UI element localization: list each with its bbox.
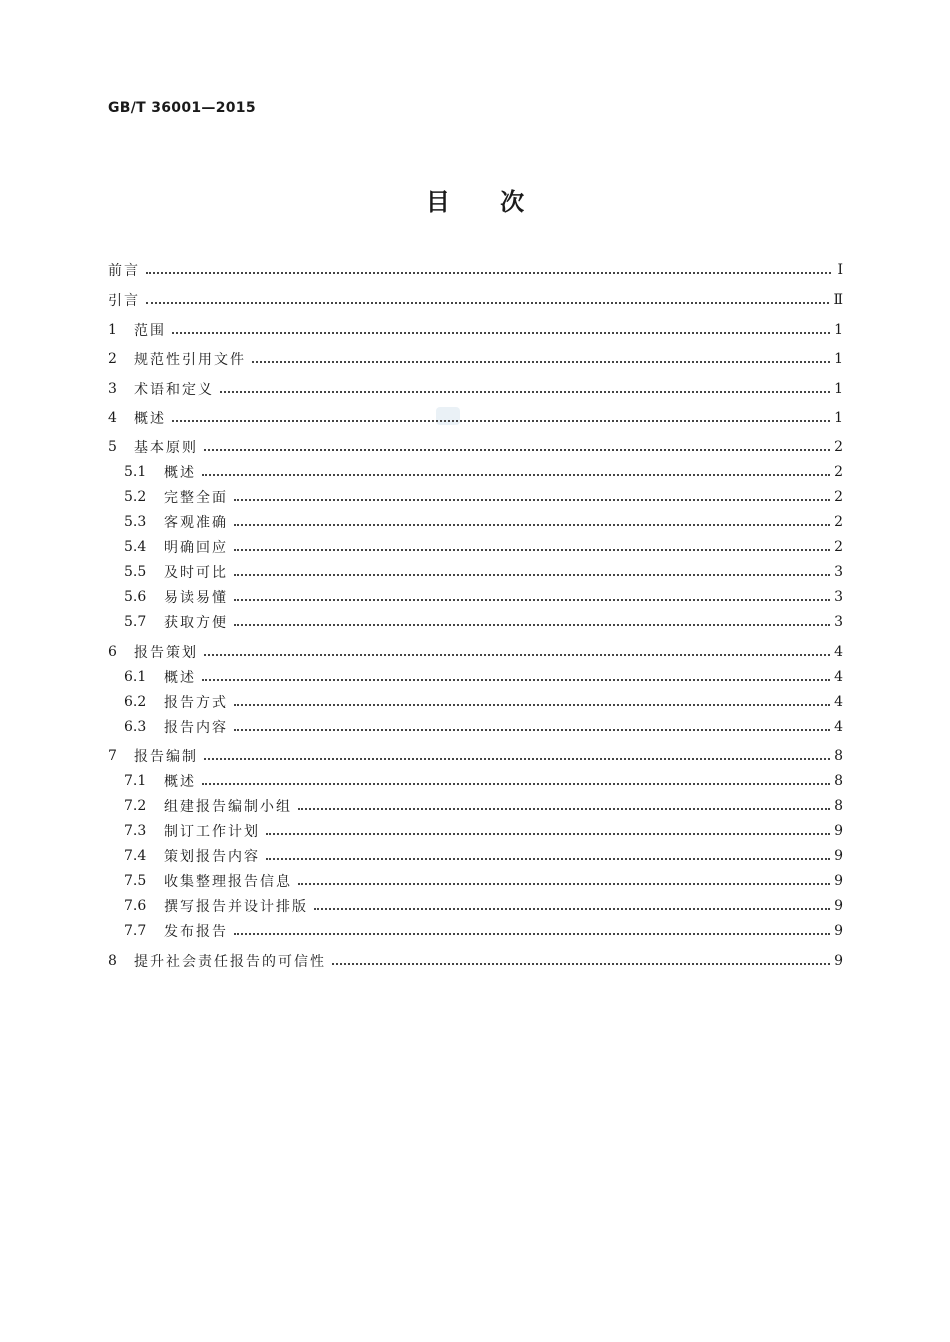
toc-entry[interactable] [124, 769, 843, 793]
toc-entry-number: 5.4 [124, 539, 147, 555]
toc-leader-dots [234, 932, 830, 935]
toc-entry-label: 收集整理报告信息 [164, 874, 292, 890]
toc-entry-label: 策划报告内容 [164, 849, 260, 865]
toc-entry-number: 1 [108, 322, 117, 338]
toc-entry[interactable] [108, 435, 843, 459]
toc-entry-label: 及时可比 [164, 565, 228, 581]
toc-entry-page: 2 [834, 539, 843, 555]
toc-entry-number: 7.6 [124, 898, 147, 914]
toc-entry-label: 报告策划 [134, 645, 198, 661]
toc-entry-number: 6.1 [124, 669, 147, 685]
toc-entry[interactable] [124, 460, 843, 484]
toc-entry[interactable] [124, 510, 843, 534]
toc-leader-dots [252, 360, 830, 363]
toc-entry-label: 规范性引用文件 [134, 352, 246, 368]
toc-entry-label: 报告编制 [134, 749, 198, 765]
toc-entry-page: 4 [834, 694, 843, 710]
toc-leader-dots [298, 807, 830, 810]
toc-entry-page: 9 [834, 848, 843, 864]
toc-leader-dots [298, 882, 830, 885]
toc-entry-number: 8 [108, 953, 117, 969]
toc-entry-label: 提升社会责任报告的可信性 [134, 954, 326, 970]
toc-entry-number: 5.3 [124, 514, 147, 530]
toc-entry-page: 8 [834, 773, 843, 789]
toc-leader-dots [202, 473, 830, 476]
toc-entry[interactable] [108, 258, 843, 282]
toc-entry-number: 6.2 [124, 694, 147, 710]
toc-entry-label: 引言 [108, 293, 140, 309]
toc-entry-label: 发布报告 [164, 924, 228, 940]
toc-entry[interactable] [124, 585, 843, 609]
toc-entry-number: 7.5 [124, 873, 147, 889]
toc-leader-dots [266, 857, 830, 860]
toc-entry-page: Ⅰ [837, 262, 843, 278]
toc-entry-number: 7 [108, 748, 117, 764]
toc-entry-label: 完整全面 [164, 490, 228, 506]
toc-entry-label: 报告方式 [164, 695, 228, 711]
toc-entry-page: 4 [834, 719, 843, 735]
toc-entry[interactable] [124, 919, 843, 943]
toc-entry-number: 3 [108, 381, 117, 397]
toc-entry-label: 制订工作计划 [164, 824, 260, 840]
toc-entry-page: 9 [834, 898, 843, 914]
toc-entry[interactable] [124, 894, 843, 918]
toc-leader-dots [172, 419, 830, 422]
toc-leader-dots [234, 703, 830, 706]
toc-entry-page: 3 [834, 564, 843, 580]
toc-entry[interactable] [108, 347, 843, 371]
toc-entry[interactable] [124, 819, 843, 843]
toc-entry-label: 易读易懂 [164, 590, 228, 606]
toc-entry-label: 客观准确 [164, 515, 228, 531]
toc-entry[interactable] [124, 715, 843, 739]
toc-entry-number: 4 [108, 410, 117, 426]
toc-entry-number: 6 [108, 644, 117, 660]
toc-entry-page: 2 [834, 464, 843, 480]
toc-entry-page: 3 [834, 614, 843, 630]
toc-entry-label: 前言 [108, 263, 140, 279]
toc-leader-dots [314, 907, 830, 910]
page-title: 目 次 [425, 188, 525, 216]
toc-entry-page: 9 [834, 873, 843, 889]
toc-leader-dots [146, 301, 829, 304]
toc-entry-number: 7.2 [124, 798, 147, 814]
toc-leader-dots [202, 782, 830, 785]
toc-leader-dots [204, 448, 830, 451]
toc-entry-page: 9 [834, 823, 843, 839]
toc-entry-number: 2 [108, 351, 117, 367]
toc-entry-label: 概述 [134, 411, 166, 427]
toc-entry-number: 5.5 [124, 564, 147, 580]
toc-entry-page: Ⅱ [833, 292, 843, 308]
toc-entry-page: 1 [834, 410, 843, 426]
toc-entry-number: 7.7 [124, 923, 147, 939]
toc-entry-page: 4 [834, 644, 843, 660]
toc-leader-dots [220, 390, 830, 393]
toc-leader-dots [146, 271, 831, 274]
toc-entry-number: 6.3 [124, 719, 147, 735]
toc-entry-number: 7.4 [124, 848, 147, 864]
toc-entry-label: 获取方便 [164, 615, 228, 631]
toc-entry[interactable] [124, 690, 843, 714]
toc-leader-dots [204, 757, 830, 760]
toc-entry[interactable] [108, 744, 843, 768]
toc-entry[interactable] [124, 665, 843, 689]
toc-entry-label: 术语和定义 [134, 382, 214, 398]
toc-leader-dots [266, 832, 830, 835]
toc-leader-dots [234, 498, 830, 501]
toc-entry-label: 概述 [164, 670, 196, 686]
toc-leader-dots [204, 653, 830, 656]
toc-entry-page: 8 [834, 748, 843, 764]
toc-entry[interactable] [124, 560, 843, 584]
toc-entry-page: 8 [834, 798, 843, 814]
toc-entry[interactable] [108, 377, 843, 401]
toc-entry-label: 基本原则 [134, 440, 198, 456]
toc-entry[interactable] [108, 318, 843, 342]
toc-leader-dots [234, 573, 830, 576]
toc-leader-dots [234, 623, 830, 626]
toc-entry[interactable] [108, 288, 843, 312]
toc-entry[interactable] [108, 406, 843, 430]
toc-entry-page: 1 [834, 322, 843, 338]
toc-entry[interactable] [124, 844, 843, 868]
toc-leader-dots [234, 728, 830, 731]
toc-entry-label: 组建报告编制小组 [164, 799, 292, 815]
toc-entry-number: 5 [108, 439, 117, 455]
toc-entry-label: 报告内容 [164, 720, 228, 736]
toc-leader-dots [202, 678, 830, 681]
toc-entry-page: 2 [834, 514, 843, 530]
toc-leader-dots [332, 962, 830, 965]
toc-entry-number: 5.7 [124, 614, 147, 630]
toc-entry-page: 2 [834, 489, 843, 505]
toc-entry-page: 4 [834, 669, 843, 685]
toc-entry[interactable] [108, 949, 843, 973]
toc-entry-page: 2 [834, 439, 843, 455]
toc-entry-page: 9 [834, 953, 843, 969]
toc-entry-label: 概述 [164, 774, 196, 790]
toc-entry-label: 明确回应 [164, 540, 228, 556]
toc-entry-label: 撰写报告并设计排版 [164, 899, 308, 915]
toc-entry[interactable] [124, 794, 843, 818]
toc-leader-dots [234, 523, 830, 526]
toc-entry-label: 范围 [134, 323, 166, 339]
toc-entry-number: 5.6 [124, 589, 147, 605]
toc-entry[interactable] [124, 610, 843, 634]
toc-entry-number: 7.1 [124, 773, 147, 789]
toc-leader-dots [234, 548, 830, 551]
toc-entry-number: 7.3 [124, 823, 147, 839]
toc-entry[interactable] [124, 869, 843, 893]
toc-entry-page: 3 [834, 589, 843, 605]
toc-entry[interactable] [108, 640, 843, 664]
toc-entry-number: 5.1 [124, 464, 147, 480]
toc-entry-page: 1 [834, 381, 843, 397]
toc-entry-page: 1 [834, 351, 843, 367]
document-code: GB/T 36001—2015 [108, 100, 256, 116]
toc-leader-dots [234, 598, 830, 601]
toc-entry[interactable] [124, 485, 843, 509]
toc-entry[interactable] [124, 535, 843, 559]
toc-entry-number: 5.2 [124, 489, 147, 505]
toc-entry-page: 9 [834, 923, 843, 939]
toc-entry-label: 概述 [164, 465, 196, 481]
toc-leader-dots [172, 331, 830, 334]
